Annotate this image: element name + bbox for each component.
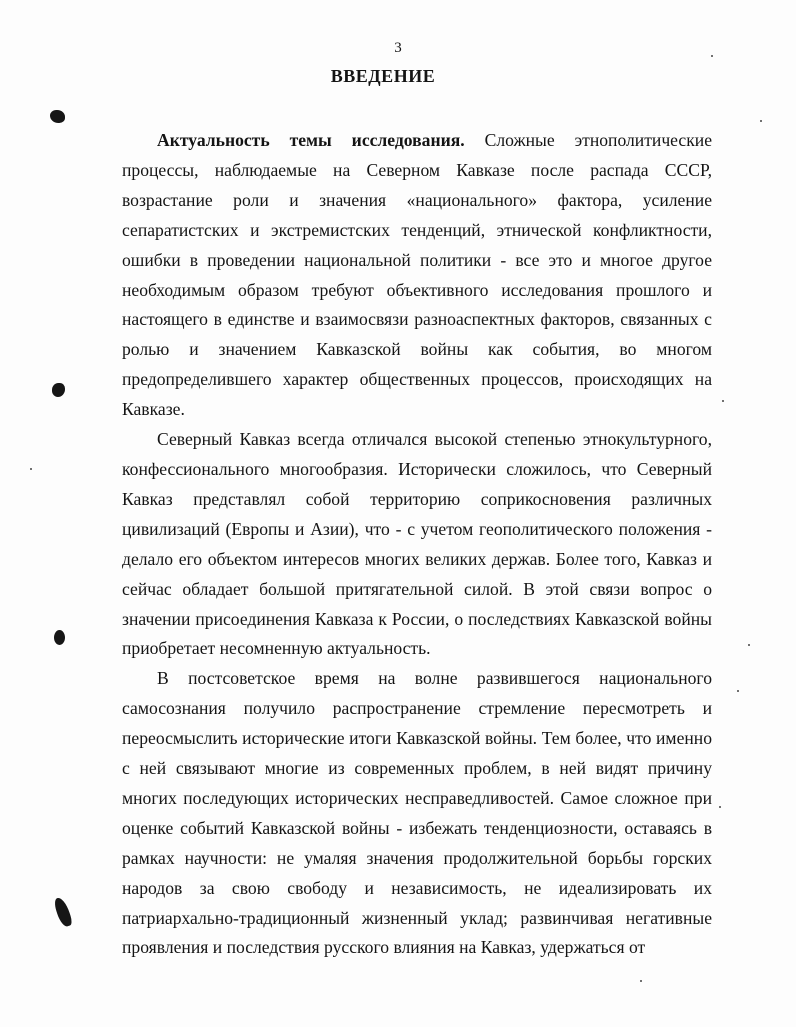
paragraph-relevance bbox=[122, 126, 712, 425]
scan-speck bbox=[760, 120, 762, 122]
paragraph-text: Сложные этнополитические процессы, наблюдаемые на Северном Кавказе после распада СССР, возрастание роли и значения «национального» фактора, усиление сепаратистских и экстремистских тенденций, этнической конфликтности, ошибки в проведении национальной политики - все это и многое другое необходимым образом требуют объективного исследования прошлого и настоящего в единстве и взаимосвязи разноаспектных факторов, связанных с ролью и значением Кавказской войны как события, во многом предопределившего характер общественных процессов, происходящих на Кавказе. bbox=[122, 130, 712, 420]
page-number: 3 bbox=[394, 40, 402, 56]
scan-speck bbox=[737, 690, 739, 692]
scan-speck bbox=[722, 400, 724, 402]
scan-speck bbox=[748, 644, 750, 646]
punch-hole-mark-4 bbox=[53, 896, 74, 928]
scan-speck bbox=[711, 55, 713, 57]
section-lead: Актуальность темы исследования. bbox=[157, 130, 465, 150]
punch-hole-mark-2 bbox=[52, 383, 65, 397]
scan-speck bbox=[719, 806, 721, 808]
paragraph-text: Северный Кавказ всегда отличался высокой степенью этнокультурного, конфессионального многообразия. Исторически сложилось, что Северный Кавказ представлял собой территорию соприкосновения различных цивилизаций (Европы и Азии), что - с учетом геополитического положения - делало его объектом интересов многих великих держав. Более того, Кавказ и сейчас обладает большой притягательной силой. В этой связи вопрос о значении присоединения Кавказа к России, о последствиях Кавказской войны приобретает несомненную актуальность. bbox=[122, 429, 712, 659]
page-title: ВВЕДЕНИЕ bbox=[330, 66, 436, 86]
body-text bbox=[122, 126, 712, 963]
punch-hole-mark-3 bbox=[54, 630, 65, 645]
paragraph-text: В постсоветское время на волне развившегося национального самосознания получило распространение стремление пересмотреть и переосмыслить исторические итоги Кавказской войны. Тем более, что именно с ней связывают многие из современных проблем, в ней видят причину многих последующих исторических несправедливостей. Самое сложное при оценке событий Кавказской войны - избежать тенденциозности, оставаясь в рамках научности: не умаляя значения продолжительной борьбы горских народов за свою свободу и независимость, не идеализировать их патриархально-традиционный жизненный уклад; развинчивая негативные проявления и последствия русского влияния на Кавказ, удержаться от bbox=[122, 668, 712, 958]
paragraph-caucasus-diversity bbox=[122, 425, 712, 664]
scan-speck bbox=[30, 468, 32, 470]
scan-speck bbox=[640, 980, 642, 982]
punch-hole-mark-1 bbox=[50, 110, 65, 123]
paragraph-post-soviet bbox=[122, 664, 712, 963]
